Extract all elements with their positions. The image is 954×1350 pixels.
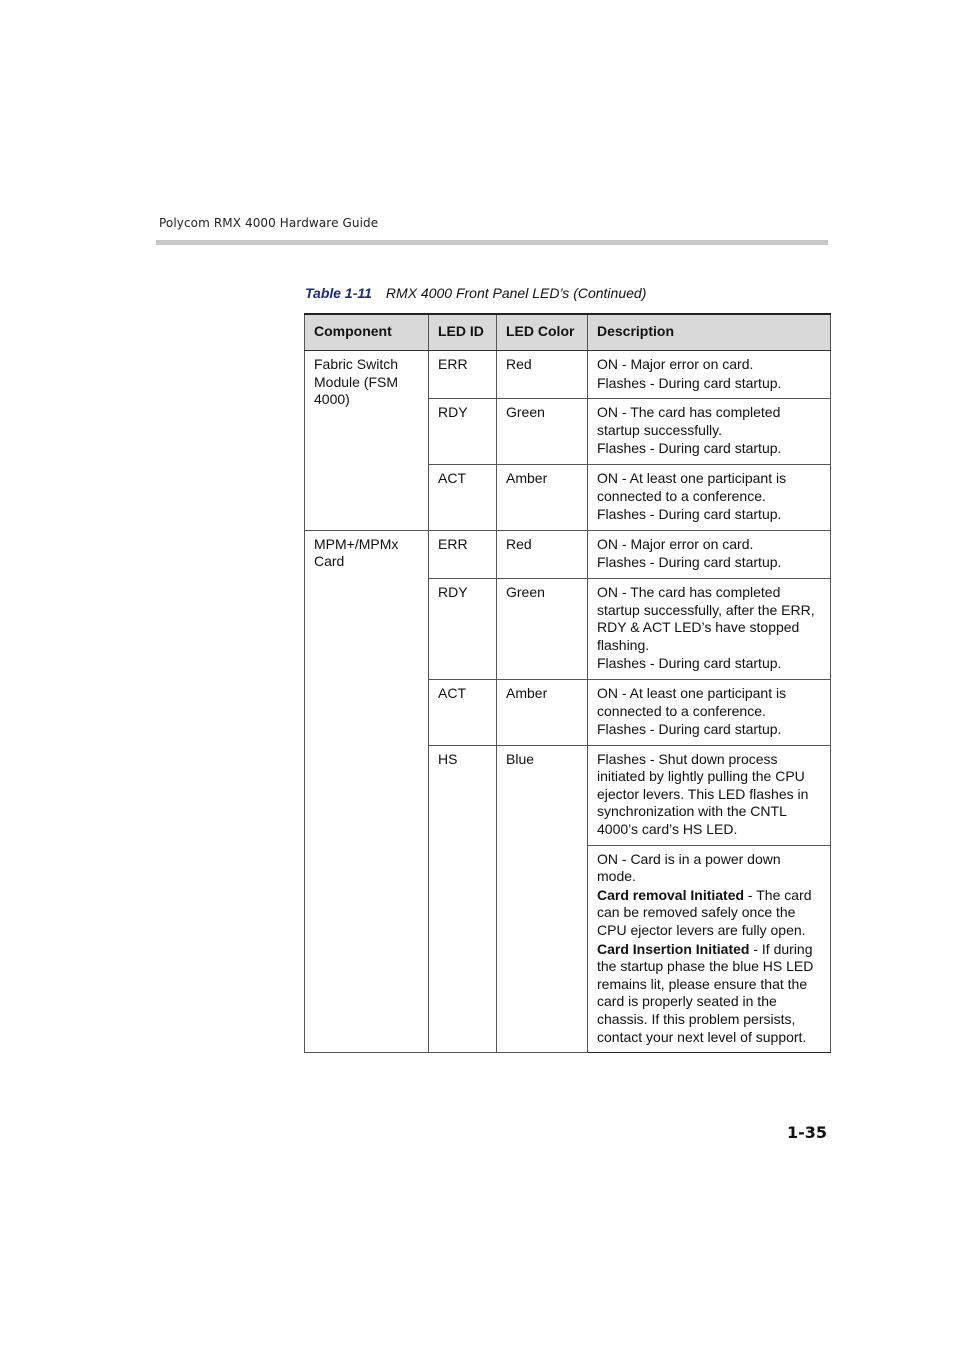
table-caption — [305, 285, 646, 301]
led-id-cell: HS — [429, 745, 497, 1053]
led-id-cell: RDY — [429, 399, 497, 465]
description-line: ON - The card has completed startup successfully, after the ERR, RDY & ACT LED’s have stopped flashing. — [597, 583, 815, 653]
description-line: ON - Major error on card. — [597, 535, 754, 552]
table-number: Table 1-11 — [305, 285, 372, 301]
page-number: 1-35 — [786, 1123, 827, 1142]
led-id-cell: ERR — [429, 351, 497, 399]
description-line: ON - At least one participant is connected to a conference. — [597, 469, 787, 504]
description-line: Flashes - During card startup. — [597, 721, 782, 738]
table-header-row — [305, 314, 831, 351]
led-color-cell: Red — [497, 351, 588, 399]
description-line — [597, 887, 822, 940]
led-color-cell: Blue — [497, 745, 588, 1053]
table-title: RMX 4000 Front Panel LED’s (Continued) — [385, 285, 647, 301]
led-color-cell: Green — [497, 578, 588, 679]
description-line: Flashes - During card startup. — [597, 655, 782, 672]
led-table — [304, 313, 831, 1053]
led-id-cell: ACT — [429, 464, 497, 530]
description-line: Flashes - During card startup. — [597, 506, 782, 523]
card-insertion-text: - If during the startup phase the blue HS LED remains lit, please ensure that the card is properly seated in the chassis. If this problem persists, contact your next level of support. — [597, 940, 814, 1045]
description-line: ON - Card is in a power down mode. — [597, 850, 781, 885]
header-led-color: LED Color — [497, 314, 588, 351]
description-cell — [588, 745, 831, 845]
table-row — [305, 351, 831, 399]
description-line: ON - The card has completed startup successfully. — [597, 404, 781, 438]
led-id-cell: ERR — [429, 530, 497, 578]
header-led-id: LED ID — [429, 314, 497, 351]
description-cell — [588, 399, 831, 465]
table-row — [305, 530, 831, 578]
led-color-cell: Green — [497, 399, 588, 465]
description-line: Flashes - Shut down process initiated by lightly pulling the CPU ejector levers. This LED flashes in synchronization with the CNTL 4000’s card’s HS LED. — [597, 750, 809, 838]
description-line: ON - Major error on card. — [597, 356, 754, 372]
component-cell: MPM+/MPMx Card — [305, 530, 429, 1052]
card-insertion-label: Card Insertion Initiated — [597, 940, 750, 957]
led-color-cell: Amber — [497, 679, 588, 745]
led-color-cell: Amber — [497, 464, 588, 530]
card-removal-text: - The card can be removed safely once the CPU ejector levers are fully open. — [597, 886, 812, 939]
description-cell — [588, 351, 831, 399]
description-cell — [588, 578, 831, 679]
description-line: Flashes - During card startup. — [597, 374, 782, 391]
component-cell: Fabric Switch Module (FSM 4000) — [305, 351, 429, 531]
header-rule — [156, 240, 828, 245]
led-color-cell: Red — [497, 530, 588, 578]
led-id-cell: ACT — [429, 679, 497, 745]
description-cell — [588, 845, 831, 1053]
header-description: Description — [588, 314, 831, 351]
description-line: Flashes - During card startup. — [597, 554, 782, 571]
description-cell — [588, 530, 831, 578]
description-line — [597, 941, 822, 1047]
led-id-cell: RDY — [429, 578, 497, 679]
description-cell — [588, 679, 831, 745]
description-line: ON - At least one participant is connected to a conference. — [597, 684, 787, 719]
card-removal-label: Card removal Initiated — [597, 886, 745, 903]
running-header: Polycom RMX 4000 Hardware Guide — [159, 216, 379, 230]
description-line: Flashes - During card startup. — [597, 440, 782, 457]
description-cell — [588, 464, 831, 530]
header-component: Component — [305, 314, 429, 351]
